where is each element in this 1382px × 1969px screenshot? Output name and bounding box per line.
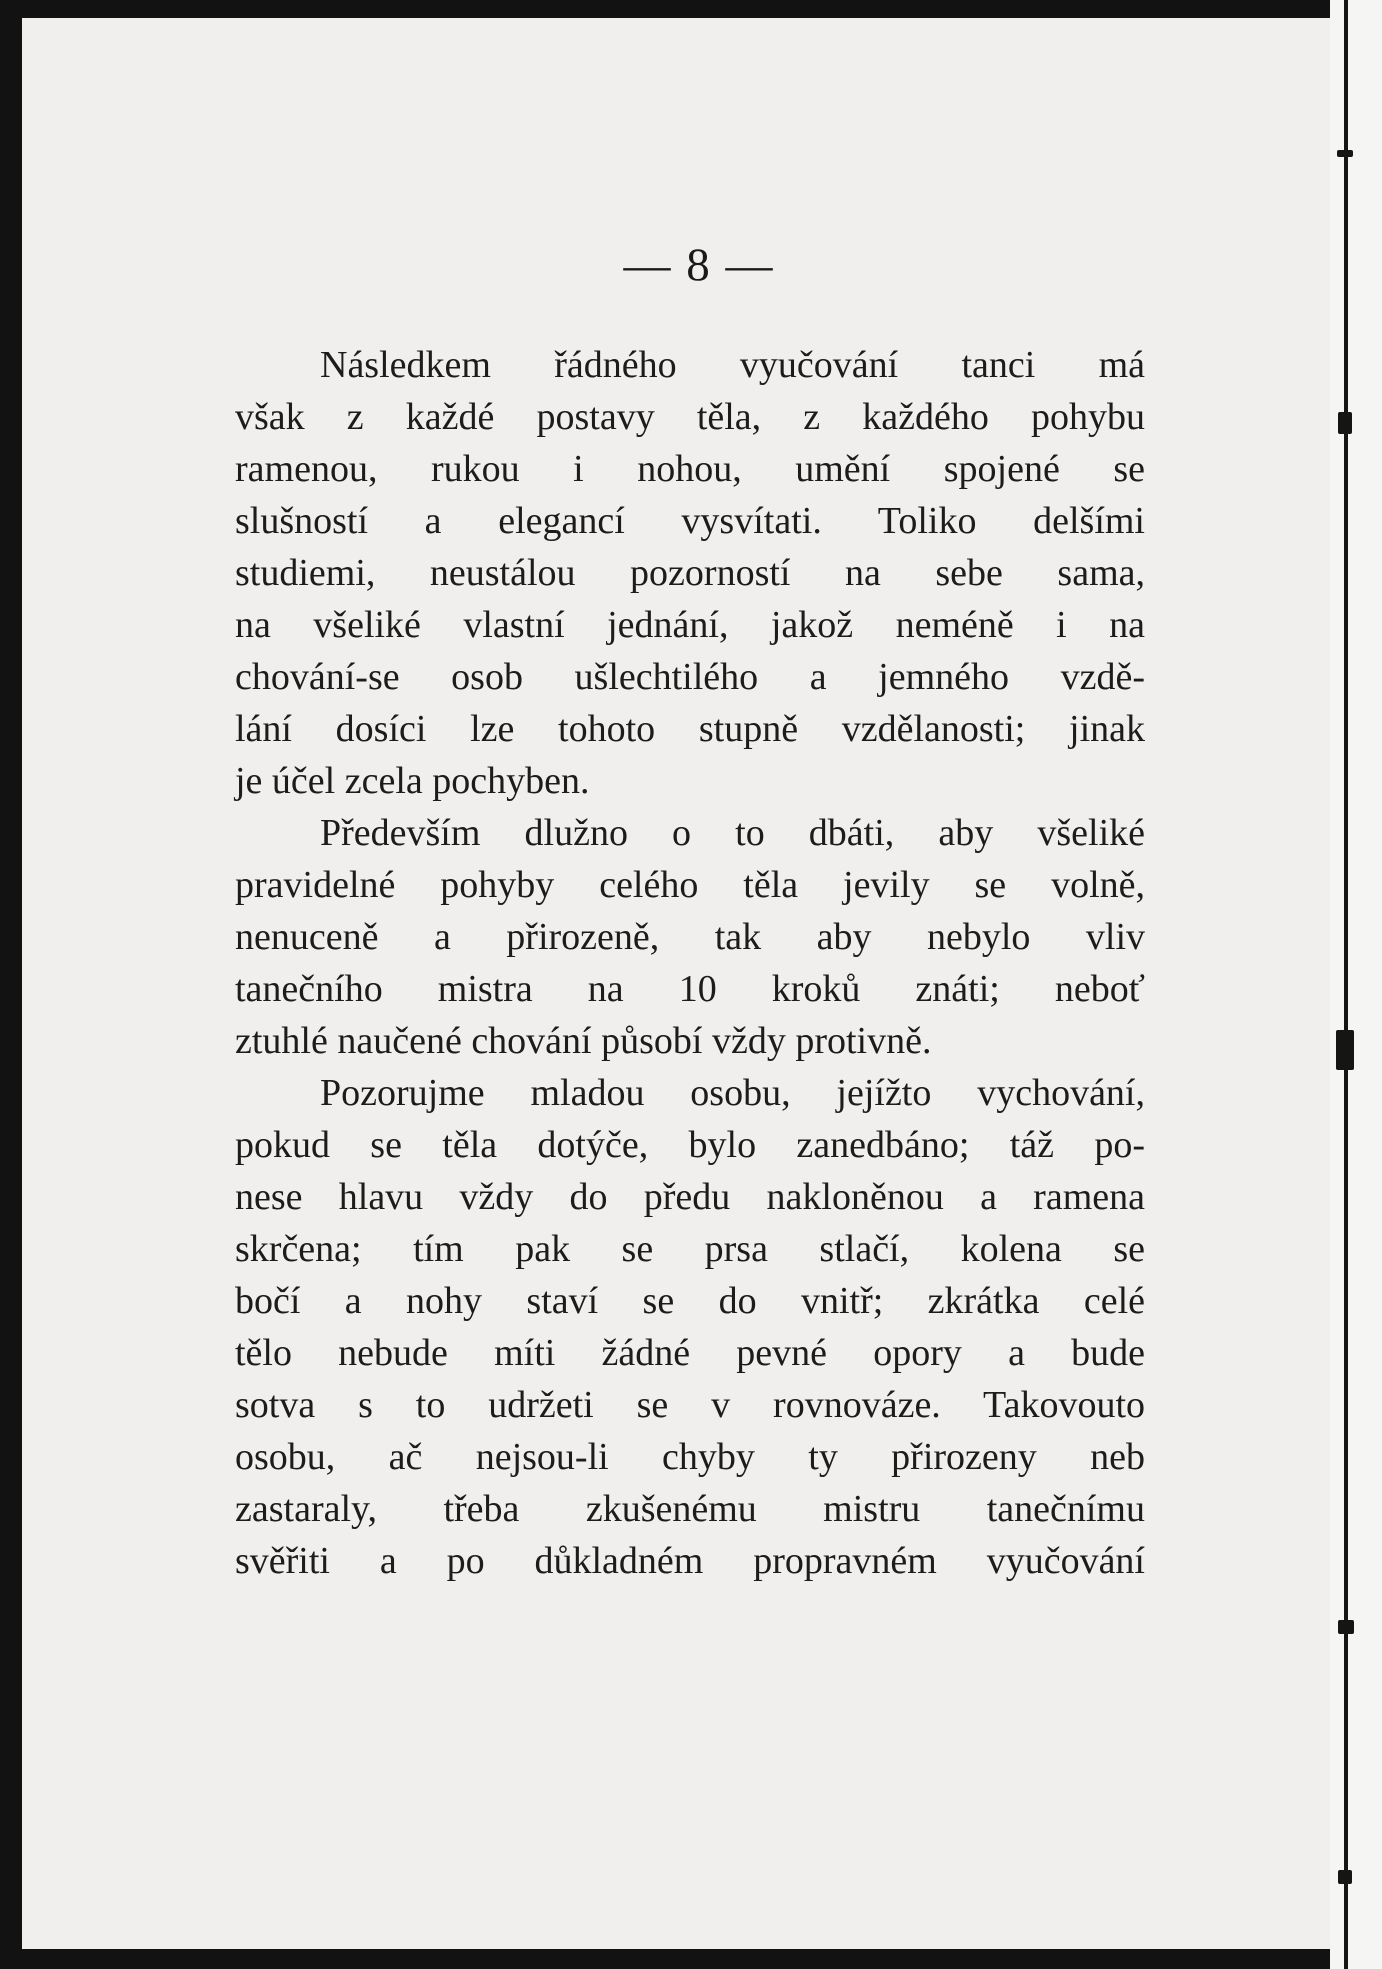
binding-mark: [1337, 150, 1353, 157]
text-line: osobu, ač nejsou-li chyby ty přirozeny neb: [235, 1436, 1145, 1478]
text-line: sotva s to udržeti se v rovnováze. Takovouto: [235, 1384, 1145, 1426]
text-line: Především dlužno o to dbáti, aby všeliké: [320, 812, 1145, 854]
text-line: však z každé postavy těla, z každého pohybu: [235, 396, 1145, 438]
page-number: — 8 —: [623, 239, 775, 291]
text-line: zastaraly, třeba zkušenému mistru tanečnímu: [235, 1488, 1145, 1530]
text-line: Pozorujme mladou osobu, jejížto vychování,: [320, 1072, 1145, 1114]
binding-rule: [1344, 0, 1348, 1969]
text-line: slušností a elegancí vysvítati. Toliko delšími: [235, 500, 1145, 542]
text-line: svěřiti a po důkladném propravném vyučování: [235, 1540, 1145, 1582]
text-line: bočí a nohy staví se do vnitř; zkrátka celé: [235, 1280, 1145, 1322]
page-edge: [1330, 0, 1382, 1969]
text-line: Následkem řádného vyučování tanci má: [320, 344, 1145, 386]
binding-mark: [1336, 1030, 1354, 1070]
text-line: nese hlavu vždy do předu nakloněnou a ramena: [235, 1176, 1145, 1218]
text-line: na všeliké vlastní jednání, jakož neméně i na: [235, 604, 1145, 646]
text-line: skrčena; tím pak se prsa stlačí, kolena se: [235, 1228, 1145, 1270]
body-text: [235, 339, 1145, 1587]
text-line: tanečního mistra na 10 kroků znáti; neboť: [235, 968, 1145, 1010]
text-line: pokud se těla dotýče, bylo zanedbáno; táž po-: [235, 1124, 1145, 1166]
binding-mark: [1338, 1870, 1352, 1884]
binding-mark: [1338, 1620, 1354, 1634]
text-line: je účel zcela pochyben.: [235, 760, 590, 802]
text-line: ramenou, rukou i nohou, umění spojené se: [235, 448, 1145, 490]
text-line: nenuceně a přirozeně, tak aby nebylo vliv: [235, 916, 1145, 958]
text-line: lání dosíci lze tohoto stupně vzdělanosti; jinak: [235, 708, 1145, 750]
text-line: studiemi, neustálou pozorností na sebe sama,: [235, 552, 1145, 594]
text-line: tělo nebude míti žádné pevné opory a bude: [235, 1332, 1145, 1374]
binding-mark: [1338, 412, 1352, 434]
text-line: chování-se osob ušlechtilého a jemného vzdě-: [235, 656, 1145, 698]
text-line: ztuhlé naučené chování působí vždy protivně.: [235, 1020, 932, 1062]
text-line: pravidelné pohyby celého těla jevily se volně,: [235, 864, 1145, 906]
